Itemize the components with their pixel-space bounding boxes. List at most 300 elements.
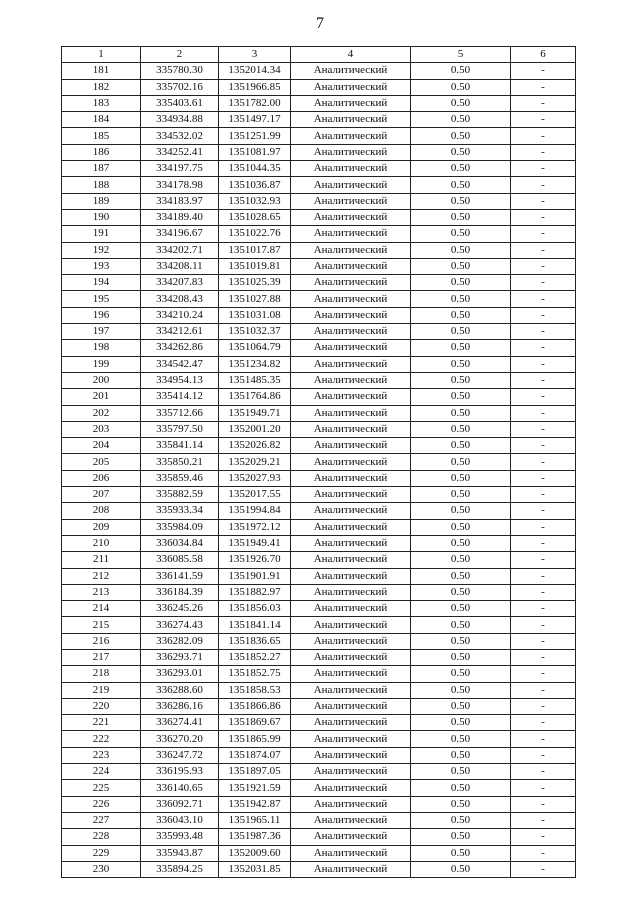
x-coordinate-cell: 335702.16: [141, 79, 219, 95]
method-cell: Аналитический: [291, 470, 411, 486]
accuracy-cell: 0.50: [411, 503, 511, 519]
accuracy-cell: 0.50: [411, 356, 511, 372]
accuracy-cell: 0.50: [411, 405, 511, 421]
accuracy-cell: 0.50: [411, 372, 511, 388]
column-header-4: 4: [291, 47, 411, 63]
column-header-6: 6: [511, 47, 576, 63]
x-coordinate-cell: 336286.16: [141, 698, 219, 714]
note-cell: -: [511, 470, 576, 486]
accuracy-cell: 0.50: [411, 519, 511, 535]
accuracy-cell: 0.50: [411, 764, 511, 780]
method-cell: Аналитический: [291, 438, 411, 454]
method-cell: Аналитический: [291, 95, 411, 111]
accuracy-cell: 0.50: [411, 552, 511, 568]
x-coordinate-cell: 336293.01: [141, 666, 219, 682]
note-cell: -: [511, 389, 576, 405]
column-header-5: 5: [411, 47, 511, 63]
point-number-cell: 200: [62, 372, 141, 388]
y-coordinate-cell: 1351028.65: [219, 209, 291, 225]
table-row: [62, 161, 576, 177]
x-coordinate-cell: 334210.24: [141, 307, 219, 323]
point-number-cell: 188: [62, 177, 141, 193]
y-coordinate-cell: 1351485.35: [219, 372, 291, 388]
method-cell: Аналитический: [291, 144, 411, 160]
method-cell: Аналитический: [291, 340, 411, 356]
method-cell: Аналитический: [291, 79, 411, 95]
x-coordinate-cell: 336270.20: [141, 731, 219, 747]
y-coordinate-cell: 1351234.82: [219, 356, 291, 372]
accuracy-cell: 0.50: [411, 633, 511, 649]
note-cell: -: [511, 503, 576, 519]
point-number-cell: 182: [62, 79, 141, 95]
table-row: [62, 829, 576, 845]
y-coordinate-cell: 1351764.86: [219, 389, 291, 405]
table-row: [62, 649, 576, 665]
table-row: [62, 747, 576, 763]
method-cell: Аналитический: [291, 291, 411, 307]
note-cell: -: [511, 340, 576, 356]
note-cell: -: [511, 63, 576, 79]
note-cell: -: [511, 307, 576, 323]
accuracy-cell: 0.50: [411, 584, 511, 600]
method-cell: Аналитический: [291, 421, 411, 437]
accuracy-cell: 0.50: [411, 389, 511, 405]
method-cell: Аналитический: [291, 796, 411, 812]
x-coordinate-cell: 334183.97: [141, 193, 219, 209]
note-cell: -: [511, 258, 576, 274]
table-row: [62, 389, 576, 405]
accuracy-cell: 0.50: [411, 177, 511, 193]
table-row: [62, 487, 576, 503]
table-row: [62, 275, 576, 291]
note-cell: -: [511, 698, 576, 714]
y-coordinate-cell: 1351852.75: [219, 666, 291, 682]
method-cell: Аналитический: [291, 503, 411, 519]
table-row: [62, 209, 576, 225]
x-coordinate-cell: 336247.72: [141, 747, 219, 763]
method-cell: Аналитический: [291, 63, 411, 79]
accuracy-cell: 0.50: [411, 731, 511, 747]
point-number-cell: 198: [62, 340, 141, 356]
x-coordinate-cell: 334178.98: [141, 177, 219, 193]
method-cell: Аналитический: [291, 128, 411, 144]
note-cell: -: [511, 764, 576, 780]
y-coordinate-cell: 1351921.59: [219, 780, 291, 796]
y-coordinate-cell: 1351497.17: [219, 112, 291, 128]
accuracy-cell: 0.50: [411, 209, 511, 225]
table-row: [62, 845, 576, 861]
accuracy-cell: 0.50: [411, 275, 511, 291]
table-row: [62, 666, 576, 682]
y-coordinate-cell: 1351965.11: [219, 812, 291, 828]
point-number-cell: 205: [62, 454, 141, 470]
header-row: [62, 47, 576, 63]
x-coordinate-cell: 335712.66: [141, 405, 219, 421]
method-cell: Аналитический: [291, 731, 411, 747]
table-row: [62, 682, 576, 698]
x-coordinate-cell: 334189.40: [141, 209, 219, 225]
x-coordinate-cell: 335841.14: [141, 438, 219, 454]
note-cell: -: [511, 829, 576, 845]
note-cell: -: [511, 812, 576, 828]
point-number-cell: 186: [62, 144, 141, 160]
accuracy-cell: 0.50: [411, 291, 511, 307]
note-cell: -: [511, 275, 576, 291]
note-cell: -: [511, 372, 576, 388]
point-number-cell: 187: [62, 161, 141, 177]
accuracy-cell: 0.50: [411, 226, 511, 242]
accuracy-cell: 0.50: [411, 682, 511, 698]
table-header: [62, 47, 576, 63]
table-row: [62, 780, 576, 796]
y-coordinate-cell: 1351856.03: [219, 601, 291, 617]
accuracy-cell: 0.50: [411, 845, 511, 861]
table-row: [62, 421, 576, 437]
accuracy-cell: 0.50: [411, 161, 511, 177]
point-number-cell: 181: [62, 63, 141, 79]
point-number-cell: 218: [62, 666, 141, 682]
x-coordinate-cell: 336293.71: [141, 649, 219, 665]
x-coordinate-cell: 335797.50: [141, 421, 219, 437]
method-cell: Аналитический: [291, 861, 411, 877]
y-coordinate-cell: 1351949.41: [219, 535, 291, 551]
x-coordinate-cell: 334197.75: [141, 161, 219, 177]
table-row: [62, 291, 576, 307]
x-coordinate-cell: 336282.09: [141, 633, 219, 649]
point-number-cell: 227: [62, 812, 141, 828]
point-number-cell: 228: [62, 829, 141, 845]
table-row: [62, 128, 576, 144]
table-row: [62, 715, 576, 731]
accuracy-cell: 0.50: [411, 95, 511, 111]
method-cell: Аналитический: [291, 454, 411, 470]
point-number-cell: 225: [62, 780, 141, 796]
x-coordinate-cell: 335882.59: [141, 487, 219, 503]
x-coordinate-cell: 336184.39: [141, 584, 219, 600]
point-number-cell: 215: [62, 617, 141, 633]
table-row: [62, 112, 576, 128]
table-row: [62, 552, 576, 568]
note-cell: -: [511, 633, 576, 649]
accuracy-cell: 0.50: [411, 666, 511, 682]
y-coordinate-cell: 1352027.93: [219, 470, 291, 486]
y-coordinate-cell: 1351017.87: [219, 242, 291, 258]
y-coordinate-cell: 1351966.85: [219, 79, 291, 95]
method-cell: Аналитический: [291, 682, 411, 698]
x-coordinate-cell: 334196.67: [141, 226, 219, 242]
point-number-cell: 185: [62, 128, 141, 144]
method-cell: Аналитический: [291, 226, 411, 242]
point-number-cell: 208: [62, 503, 141, 519]
point-number-cell: 212: [62, 568, 141, 584]
note-cell: -: [511, 731, 576, 747]
y-coordinate-cell: 1351987.36: [219, 829, 291, 845]
point-number-cell: 192: [62, 242, 141, 258]
y-coordinate-cell: 1351949.71: [219, 405, 291, 421]
note-cell: -: [511, 715, 576, 731]
table-row: [62, 764, 576, 780]
table-row: [62, 470, 576, 486]
x-coordinate-cell: 334934.88: [141, 112, 219, 128]
x-coordinate-cell: 336140.65: [141, 780, 219, 796]
x-coordinate-cell: 335943.87: [141, 845, 219, 861]
point-number-cell: 229: [62, 845, 141, 861]
x-coordinate-cell: 334532.02: [141, 128, 219, 144]
method-cell: Аналитический: [291, 372, 411, 388]
accuracy-cell: 0.50: [411, 747, 511, 763]
y-coordinate-cell: 1351852.27: [219, 649, 291, 665]
point-number-cell: 220: [62, 698, 141, 714]
x-coordinate-cell: 334252.41: [141, 144, 219, 160]
table-row: [62, 340, 576, 356]
accuracy-cell: 0.50: [411, 617, 511, 633]
x-coordinate-cell: 334262.86: [141, 340, 219, 356]
y-coordinate-cell: 1351869.67: [219, 715, 291, 731]
y-coordinate-cell: 1351994.84: [219, 503, 291, 519]
accuracy-cell: 0.50: [411, 193, 511, 209]
point-number-cell: 214: [62, 601, 141, 617]
note-cell: -: [511, 356, 576, 372]
point-number-cell: 223: [62, 747, 141, 763]
y-coordinate-cell: 1352026.82: [219, 438, 291, 454]
accuracy-cell: 0.50: [411, 340, 511, 356]
coordinates-table: [61, 46, 576, 878]
point-number-cell: 222: [62, 731, 141, 747]
accuracy-cell: 0.50: [411, 258, 511, 274]
accuracy-cell: 0.50: [411, 242, 511, 258]
x-coordinate-cell: 336141.59: [141, 568, 219, 584]
y-coordinate-cell: 1351032.37: [219, 324, 291, 340]
x-coordinate-cell: 336043.10: [141, 812, 219, 828]
method-cell: Аналитический: [291, 324, 411, 340]
note-cell: -: [511, 584, 576, 600]
point-number-cell: 221: [62, 715, 141, 731]
accuracy-cell: 0.50: [411, 568, 511, 584]
y-coordinate-cell: 1351027.88: [219, 291, 291, 307]
table-row: [62, 226, 576, 242]
point-number-cell: 211: [62, 552, 141, 568]
note-cell: -: [511, 666, 576, 682]
point-number-cell: 199: [62, 356, 141, 372]
note-cell: -: [511, 79, 576, 95]
note-cell: -: [511, 454, 576, 470]
accuracy-cell: 0.50: [411, 438, 511, 454]
method-cell: Аналитический: [291, 617, 411, 633]
accuracy-cell: 0.50: [411, 454, 511, 470]
column-header-2: 2: [141, 47, 219, 63]
method-cell: Аналитический: [291, 242, 411, 258]
y-coordinate-cell: 1351836.65: [219, 633, 291, 649]
x-coordinate-cell: 336288.60: [141, 682, 219, 698]
accuracy-cell: 0.50: [411, 698, 511, 714]
y-coordinate-cell: 1351841.14: [219, 617, 291, 633]
note-cell: -: [511, 649, 576, 665]
note-cell: -: [511, 112, 576, 128]
y-coordinate-cell: 1351081.97: [219, 144, 291, 160]
point-number-cell: 204: [62, 438, 141, 454]
method-cell: Аналитический: [291, 356, 411, 372]
accuracy-cell: 0.50: [411, 649, 511, 665]
note-cell: -: [511, 552, 576, 568]
x-coordinate-cell: 335403.61: [141, 95, 219, 111]
y-coordinate-cell: 1352029.21: [219, 454, 291, 470]
method-cell: Аналитический: [291, 177, 411, 193]
point-number-cell: 196: [62, 307, 141, 323]
point-number-cell: 216: [62, 633, 141, 649]
table-row: [62, 503, 576, 519]
point-number-cell: 213: [62, 584, 141, 600]
method-cell: Аналитический: [291, 487, 411, 503]
y-coordinate-cell: 1352014.34: [219, 63, 291, 79]
y-coordinate-cell: 1351882.97: [219, 584, 291, 600]
note-cell: -: [511, 193, 576, 209]
table-row: [62, 372, 576, 388]
x-coordinate-cell: 335414.12: [141, 389, 219, 405]
x-coordinate-cell: 336034.84: [141, 535, 219, 551]
y-coordinate-cell: 1352017.55: [219, 487, 291, 503]
method-cell: Аналитический: [291, 535, 411, 551]
point-number-cell: 201: [62, 389, 141, 405]
point-number-cell: 189: [62, 193, 141, 209]
y-coordinate-cell: 1352031.85: [219, 861, 291, 877]
accuracy-cell: 0.50: [411, 861, 511, 877]
point-number-cell: 193: [62, 258, 141, 274]
y-coordinate-cell: 1351942.87: [219, 796, 291, 812]
x-coordinate-cell: 335894.25: [141, 861, 219, 877]
method-cell: Аналитический: [291, 666, 411, 682]
table-row: [62, 731, 576, 747]
accuracy-cell: 0.50: [411, 812, 511, 828]
method-cell: Аналитический: [291, 112, 411, 128]
table-row: [62, 242, 576, 258]
x-coordinate-cell: 334208.43: [141, 291, 219, 307]
x-coordinate-cell: 334207.83: [141, 275, 219, 291]
y-coordinate-cell: 1352009.60: [219, 845, 291, 861]
x-coordinate-cell: 335850.21: [141, 454, 219, 470]
table-row: [62, 356, 576, 372]
x-coordinate-cell: 334542.47: [141, 356, 219, 372]
point-number-cell: 197: [62, 324, 141, 340]
y-coordinate-cell: 1351901.91: [219, 568, 291, 584]
note-cell: -: [511, 421, 576, 437]
y-coordinate-cell: 1351064.79: [219, 340, 291, 356]
method-cell: Аналитический: [291, 568, 411, 584]
y-coordinate-cell: 1351897.05: [219, 764, 291, 780]
table-row: [62, 438, 576, 454]
accuracy-cell: 0.50: [411, 601, 511, 617]
table-row: [62, 812, 576, 828]
x-coordinate-cell: 335993.48: [141, 829, 219, 845]
page-number: 7: [316, 15, 324, 32]
y-coordinate-cell: 1351036.87: [219, 177, 291, 193]
method-cell: Аналитический: [291, 649, 411, 665]
y-coordinate-cell: 1352001.20: [219, 421, 291, 437]
x-coordinate-cell: 336195.93: [141, 764, 219, 780]
method-cell: Аналитический: [291, 209, 411, 225]
y-coordinate-cell: 1351031.08: [219, 307, 291, 323]
accuracy-cell: 0.50: [411, 307, 511, 323]
note-cell: -: [511, 780, 576, 796]
x-coordinate-cell: 334202.71: [141, 242, 219, 258]
point-number-cell: 230: [62, 861, 141, 877]
point-number-cell: 184: [62, 112, 141, 128]
method-cell: Аналитический: [291, 275, 411, 291]
note-cell: -: [511, 796, 576, 812]
point-number-cell: 226: [62, 796, 141, 812]
column-header-3: 3: [219, 47, 291, 63]
note-cell: -: [511, 95, 576, 111]
x-coordinate-cell: 334954.13: [141, 372, 219, 388]
table-row: [62, 258, 576, 274]
point-number-cell: 210: [62, 535, 141, 551]
note-cell: -: [511, 209, 576, 225]
table-body: [62, 63, 576, 878]
note-cell: -: [511, 177, 576, 193]
table-row: [62, 584, 576, 600]
method-cell: Аналитический: [291, 519, 411, 535]
point-number-cell: 183: [62, 95, 141, 111]
point-number-cell: 207: [62, 487, 141, 503]
y-coordinate-cell: 1351865.99: [219, 731, 291, 747]
note-cell: -: [511, 291, 576, 307]
x-coordinate-cell: 335780.30: [141, 63, 219, 79]
accuracy-cell: 0.50: [411, 128, 511, 144]
method-cell: Аналитический: [291, 764, 411, 780]
note-cell: -: [511, 487, 576, 503]
accuracy-cell: 0.50: [411, 63, 511, 79]
table-row: [62, 519, 576, 535]
note-cell: -: [511, 128, 576, 144]
table-row: [62, 177, 576, 193]
point-number-cell: 219: [62, 682, 141, 698]
accuracy-cell: 0.50: [411, 144, 511, 160]
y-coordinate-cell: 1351251.99: [219, 128, 291, 144]
y-coordinate-cell: 1351866.86: [219, 698, 291, 714]
note-cell: -: [511, 519, 576, 535]
accuracy-cell: 0.50: [411, 715, 511, 731]
y-coordinate-cell: 1351926.70: [219, 552, 291, 568]
x-coordinate-cell: 334212.61: [141, 324, 219, 340]
note-cell: -: [511, 845, 576, 861]
method-cell: Аналитический: [291, 633, 411, 649]
table-row: [62, 63, 576, 79]
note-cell: -: [511, 535, 576, 551]
note-cell: -: [511, 601, 576, 617]
x-coordinate-cell: 336274.43: [141, 617, 219, 633]
y-coordinate-cell: 1351858.53: [219, 682, 291, 698]
note-cell: -: [511, 682, 576, 698]
table-row: [62, 861, 576, 877]
note-cell: -: [511, 438, 576, 454]
method-cell: Аналитический: [291, 698, 411, 714]
accuracy-cell: 0.50: [411, 470, 511, 486]
accuracy-cell: 0.50: [411, 535, 511, 551]
method-cell: Аналитический: [291, 829, 411, 845]
accuracy-cell: 0.50: [411, 112, 511, 128]
y-coordinate-cell: 1351874.07: [219, 747, 291, 763]
point-number-cell: 224: [62, 764, 141, 780]
table-row: [62, 79, 576, 95]
note-cell: -: [511, 242, 576, 258]
x-coordinate-cell: 336085.58: [141, 552, 219, 568]
point-number-cell: 191: [62, 226, 141, 242]
table-row: [62, 307, 576, 323]
x-coordinate-cell: 336092.71: [141, 796, 219, 812]
method-cell: Аналитический: [291, 193, 411, 209]
accuracy-cell: 0.50: [411, 829, 511, 845]
method-cell: Аналитический: [291, 552, 411, 568]
accuracy-cell: 0.50: [411, 796, 511, 812]
